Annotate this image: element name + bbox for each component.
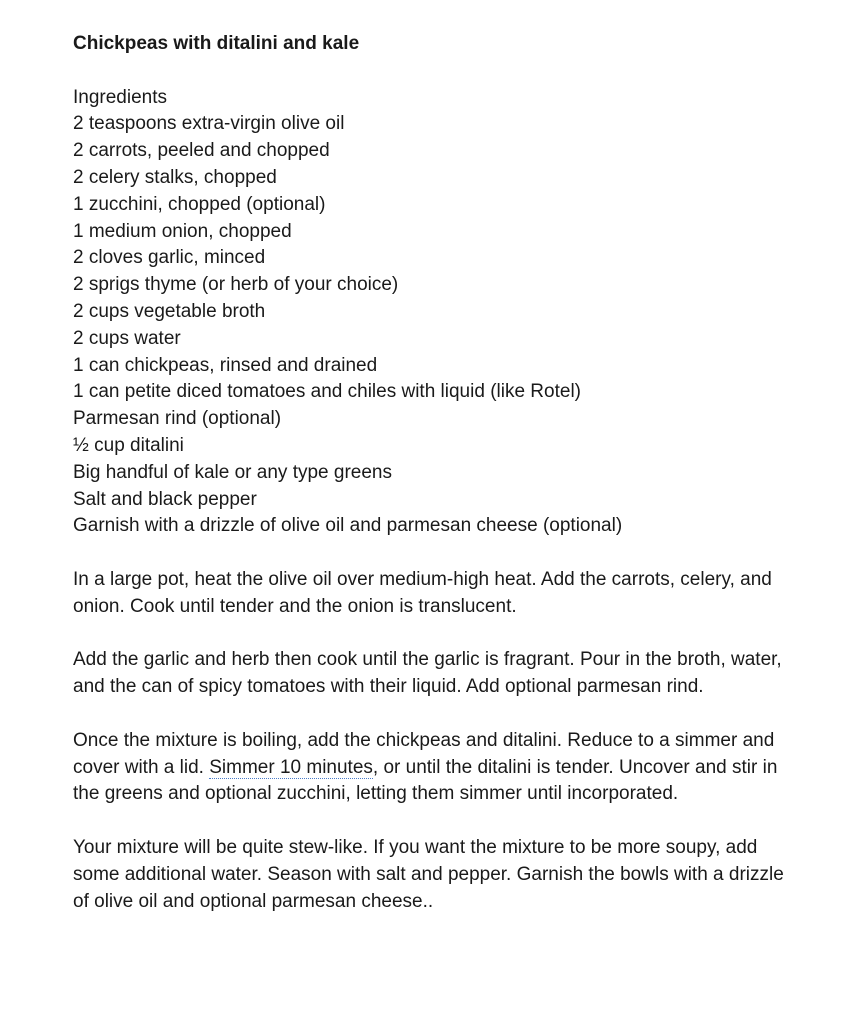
ingredient-item: ½ cup ditalini (73, 434, 184, 456)
ingredient-item: Big handful of kale or any type greens (73, 461, 392, 483)
step-4-paragraph: Your mixture will be quite stew-like. If you want the mixture to be more soupy, add some additional water. Season with salt and pepper. Garnish the bowls with a drizzle of olive oil and optional parmesan cheese.. (73, 836, 784, 912)
ingredient-item: 1 can petite diced tomatoes and chiles with liquid (like Rotel) (73, 381, 581, 403)
ingredients-list (73, 111, 793, 540)
ingredient-item: 2 celery stalks, chopped (73, 166, 277, 188)
step-2-paragraph: Add the garlic and herb then cook until the garlic is fragrant. Pour in the broth, water, and the can of spicy tomatoes with their liquid. Add optional parmesan rind. (73, 649, 782, 698)
ingredient-item: 2 teaspoons extra-virgin olive oil (73, 113, 345, 135)
ingredient-item: 2 sprigs thyme (or herb of your choice) (73, 274, 399, 296)
ingredient-item: 1 zucchini, chopped (optional) (73, 193, 326, 215)
ingredient-item: 2 cups vegetable broth (73, 300, 266, 322)
ingredient-item: 2 cloves garlic, minced (73, 247, 266, 269)
step-3-paragraph (73, 728, 793, 808)
step-1-paragraph: In a large pot, heat the olive oil over medium-high heat. Add the carrots, celery, and onion. Cook until tender and the onion is translucent. (73, 568, 772, 617)
step-3-text-after: , or until the ditalini is tender. Uncover and stir in the greens and optional zucchini, letting them simmer until incorporated. (73, 756, 778, 805)
ingredient-item: 2 cups water (73, 327, 181, 349)
ingredients-heading: Ingredients (73, 86, 168, 108)
step-3-text-before: Once the mixture is boiling, add the chickpeas and ditalini. Reduce to a simmer and cover with a lid. (73, 729, 775, 778)
ingredient-item: Parmesan rind (optional) (73, 408, 282, 430)
simmer-time-link[interactable]: Simmer 10 minutes (209, 756, 373, 778)
ingredient-item: 1 can chickpeas, rinsed and drained (73, 354, 378, 376)
ingredient-item: 1 medium onion, chopped (73, 220, 292, 242)
recipe-document (73, 31, 793, 915)
ingredient-item: Garnish with a drizzle of olive oil and parmesan cheese (optional) (73, 515, 623, 537)
recipe-title: Chickpeas with ditalini and kale (73, 33, 360, 54)
ingredient-item: 2 carrots, peeled and chopped (73, 140, 330, 162)
ingredient-item: Salt and black pepper (73, 488, 257, 510)
